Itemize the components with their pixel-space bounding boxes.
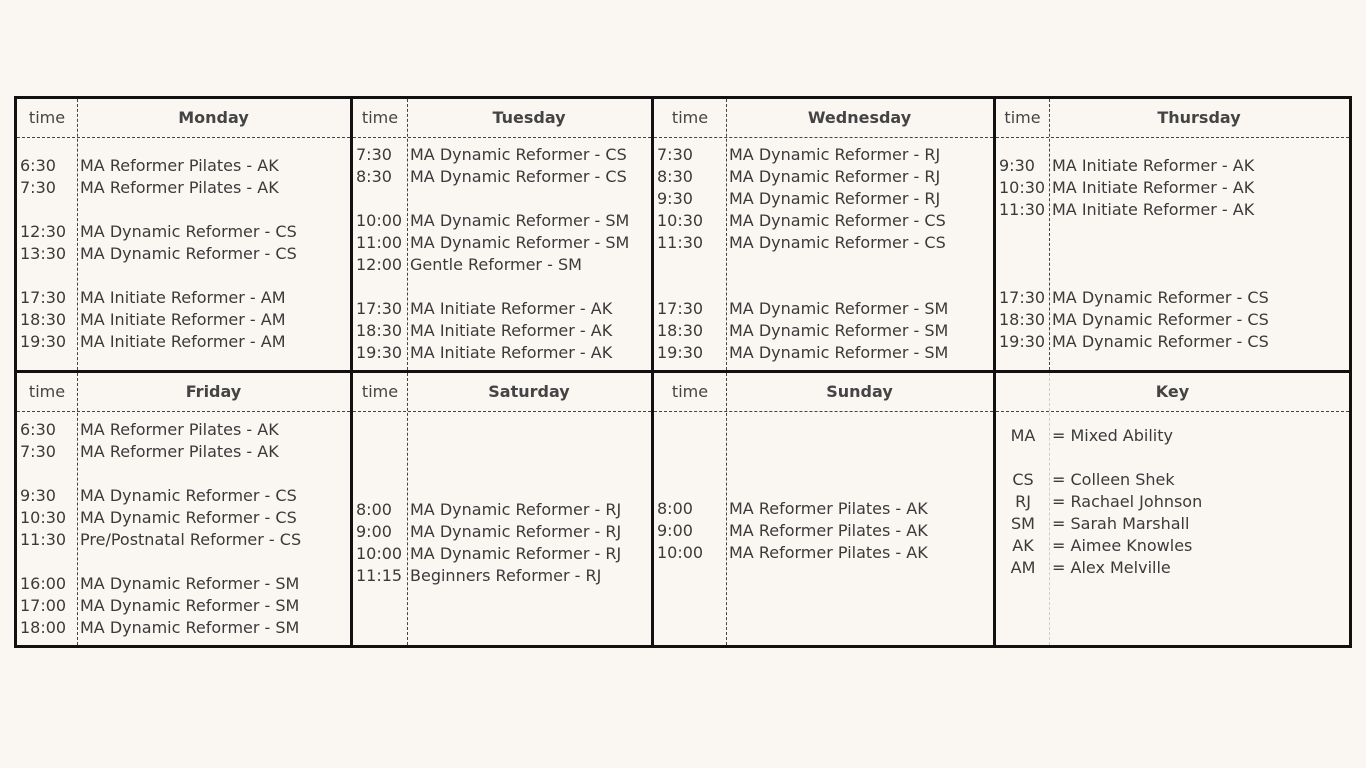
key-abbreviation: SM [1011, 514, 1035, 533]
session-time: 10:30 [999, 178, 1046, 197]
session-time: 17:30 [356, 299, 403, 318]
session-class: MA Dynamic Reformer - CS [80, 222, 297, 241]
day-block [654, 373, 993, 645]
session-time: 19:30 [356, 343, 403, 362]
time-header: time [361, 382, 399, 401]
session-time: 10:30 [657, 211, 704, 230]
key-meaning: = Sarah Marshall [1052, 514, 1190, 533]
session-class: MA Dynamic Reformer - CS [410, 167, 627, 186]
session-class: MA Initiate Reformer - AM [80, 288, 286, 307]
session-time: 12:00 [356, 255, 403, 274]
key-abbreviation: AK [1012, 536, 1034, 555]
session-time: 19:30 [20, 332, 67, 351]
session-class: MA Dynamic Reformer - RJ [410, 522, 622, 541]
key-block [996, 373, 1349, 645]
key-meaning: = Mixed Ability [1052, 426, 1173, 445]
session-class: MA Reformer Pilates - AK [729, 543, 928, 562]
time-column-divider [1049, 99, 1050, 370]
session-time: 10:00 [657, 543, 704, 562]
session-time: 11:30 [657, 233, 704, 252]
session-class: MA Initiate Reformer - AK [1052, 178, 1255, 197]
session-class: MA Initiate Reformer - AK [410, 321, 613, 340]
session-class: MA Dynamic Reformer - CS [80, 486, 297, 505]
session-class: MA Dynamic Reformer - CS [80, 244, 297, 263]
time-column-divider [407, 373, 408, 645]
key-title: Key [1155, 382, 1190, 401]
session-time: 11:30 [20, 530, 67, 549]
session-class: MA Dynamic Reformer - RJ [729, 189, 941, 208]
session-class: MA Dynamic Reformer - RJ [729, 167, 941, 186]
session-class: MA Dynamic Reformer - RJ [410, 500, 622, 519]
key-abbreviation: AM [1010, 558, 1036, 577]
session-class: MA Reformer Pilates - AK [80, 178, 279, 197]
session-class: MA Dynamic Reformer - CS [729, 233, 946, 252]
session-time: 7:30 [657, 145, 693, 164]
session-class: MA Dynamic Reformer - RJ [410, 544, 622, 563]
day-header: Monday [178, 108, 249, 127]
session-time: 13:30 [20, 244, 67, 263]
header-divider [654, 137, 993, 138]
session-time: 7:30 [356, 145, 392, 164]
session-time: 9:30 [20, 486, 56, 505]
session-class: MA Reformer Pilates - AK [80, 442, 279, 461]
time-column-divider [1049, 373, 1050, 645]
session-time: 19:30 [657, 343, 704, 362]
time-column-divider [407, 99, 408, 370]
session-class: Pre/Postnatal Reformer - CS [80, 530, 302, 549]
session-class: MA Reformer Pilates - AK [80, 420, 279, 439]
session-time: 11:30 [999, 200, 1046, 219]
session-time: 17:30 [657, 299, 704, 318]
session-time: 8:30 [356, 167, 392, 186]
header-divider [996, 411, 1349, 412]
session-class: MA Dynamic Reformer - CS [729, 211, 946, 230]
time-column-divider [77, 373, 78, 645]
session-class: MA Dynamic Reformer - RJ [729, 145, 941, 164]
session-class: MA Dynamic Reformer - SM [410, 211, 630, 230]
session-time: 11:15 [356, 566, 403, 585]
time-column-divider [726, 373, 727, 645]
header-divider [353, 137, 651, 138]
session-class: MA Dynamic Reformer - CS [410, 145, 627, 164]
session-class: MA Reformer Pilates - AK [80, 156, 279, 175]
session-class: MA Dynamic Reformer - CS [1052, 332, 1269, 351]
session-time: 17:00 [20, 596, 67, 615]
time-header: time [1004, 108, 1041, 127]
key-abbreviation: CS [1012, 470, 1034, 489]
session-time: 8:00 [356, 500, 392, 519]
session-time: 6:30 [20, 420, 56, 439]
session-time: 17:30 [999, 288, 1046, 307]
session-time: 10:00 [356, 211, 403, 230]
session-time: 10:30 [20, 508, 67, 527]
session-class: MA Initiate Reformer - AK [1052, 156, 1255, 175]
header-divider [17, 137, 350, 138]
session-class: MA Dynamic Reformer - SM [80, 574, 300, 593]
weekly-timetable [14, 96, 1352, 648]
key-meaning: = Aimee Knowles [1052, 536, 1193, 555]
time-column-divider [726, 99, 727, 370]
session-class: MA Dynamic Reformer - SM [729, 299, 949, 318]
day-header: Sunday [826, 382, 893, 401]
session-time: 18:30 [20, 310, 67, 329]
key-abbreviation: MA [1010, 426, 1036, 445]
session-time: 16:00 [20, 574, 67, 593]
session-time: 9:30 [657, 189, 693, 208]
session-time: 8:30 [657, 167, 693, 186]
session-class: MA Dynamic Reformer - CS [1052, 288, 1269, 307]
session-time: 19:30 [999, 332, 1046, 351]
session-class: Beginners Reformer - RJ [410, 566, 602, 585]
header-divider [353, 411, 651, 412]
time-header: time [28, 382, 66, 401]
key-abbreviation: RJ [1015, 492, 1031, 511]
day-header: Saturday [488, 382, 570, 401]
day-header: Friday [185, 382, 242, 401]
session-class: MA Dynamic Reformer - SM [729, 321, 949, 340]
key-meaning: = Rachael Johnson [1052, 492, 1203, 511]
session-class: MA Initiate Reformer - AM [80, 332, 286, 351]
session-class: MA Initiate Reformer - AK [1052, 200, 1255, 219]
session-time: 9:00 [657, 521, 693, 540]
day-header: Thursday [1157, 108, 1241, 127]
session-class: MA Dynamic Reformer - SM [729, 343, 949, 362]
session-time: 12:30 [20, 222, 67, 241]
session-time: 10:00 [356, 544, 403, 563]
day-header: Wednesday [807, 108, 912, 127]
day-block [17, 373, 350, 645]
session-time: 18:30 [999, 310, 1046, 329]
session-class: MA Dynamic Reformer - CS [1052, 310, 1269, 329]
session-class: MA Dynamic Reformer - SM [80, 596, 300, 615]
session-class: MA Initiate Reformer - AK [410, 299, 613, 318]
day-block [654, 99, 993, 370]
session-time: 18:00 [20, 618, 67, 637]
session-time: 7:30 [20, 178, 56, 197]
key-meaning: = Alex Melville [1052, 558, 1171, 577]
day-block [17, 99, 350, 370]
session-time: 11:00 [356, 233, 403, 252]
day-block [996, 99, 1349, 370]
header-divider [996, 137, 1349, 138]
session-class: MA Reformer Pilates - AK [729, 499, 928, 518]
session-time: 17:30 [20, 288, 67, 307]
header-divider [17, 411, 350, 412]
day-header: Tuesday [492, 108, 566, 127]
session-time: 9:30 [999, 156, 1035, 175]
key-meaning: = Colleen Shek [1052, 470, 1175, 489]
session-time: 9:00 [356, 522, 392, 541]
session-time: 7:30 [20, 442, 56, 461]
session-time: 6:30 [20, 156, 56, 175]
time-header: time [28, 108, 66, 127]
session-class: MA Reformer Pilates - AK [729, 521, 928, 540]
time-header: time [671, 382, 709, 401]
session-time: 18:30 [356, 321, 403, 340]
time-header: time [361, 108, 399, 127]
session-class: MA Initiate Reformer - AM [80, 310, 286, 329]
session-time: 18:30 [657, 321, 704, 340]
time-header: time [671, 108, 709, 127]
session-time: 8:00 [657, 499, 693, 518]
session-class: MA Dynamic Reformer - CS [80, 508, 297, 527]
session-class: MA Dynamic Reformer - SM [410, 233, 630, 252]
time-column-divider [77, 99, 78, 370]
day-block [353, 373, 651, 645]
session-class: MA Dynamic Reformer - SM [80, 618, 300, 637]
session-class: Gentle Reformer - SM [410, 255, 582, 274]
session-class: MA Initiate Reformer - AK [410, 343, 613, 362]
day-block [353, 99, 651, 370]
header-divider [654, 411, 993, 412]
